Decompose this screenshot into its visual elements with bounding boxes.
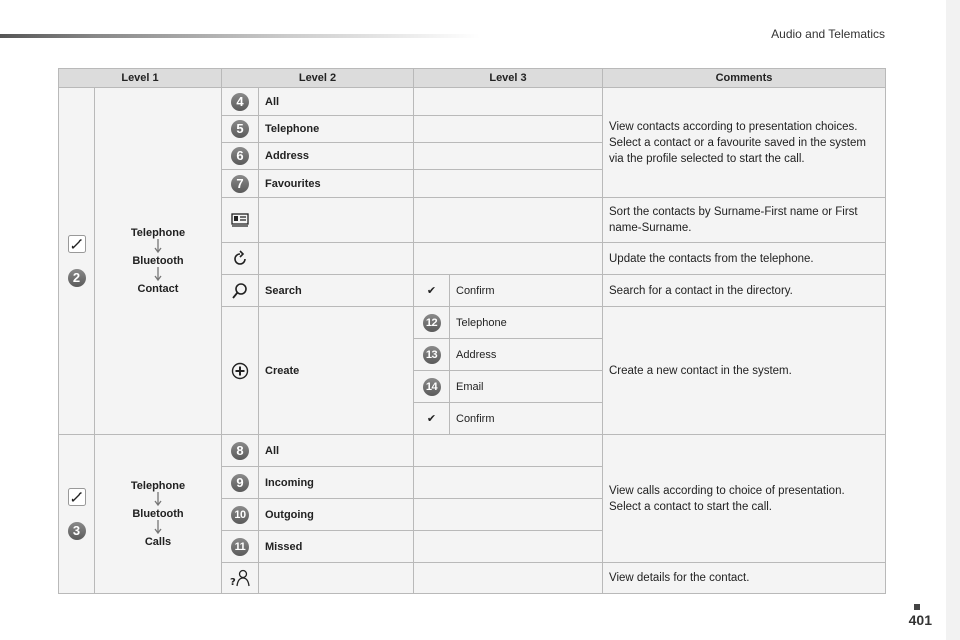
svg-text:?: ? [230, 577, 236, 587]
comment-cell: Create a new contact in the system. [603, 307, 886, 435]
item-badge: 12 [423, 314, 441, 332]
table-header-row [59, 69, 886, 88]
level1-calls-cell [59, 435, 95, 594]
icon-cell [222, 563, 259, 594]
table-row [59, 88, 886, 116]
add-contact-icon [231, 362, 249, 380]
badge-cell [414, 339, 450, 371]
badge-cell [414, 307, 450, 339]
level3-label: Confirm [450, 403, 603, 435]
icon-cell [222, 243, 259, 275]
icon-cell [222, 307, 259, 435]
refresh-icon [231, 250, 249, 268]
chain-item: Telephone [130, 480, 186, 492]
level3-label: All [259, 88, 414, 116]
level3-label: Telephone [450, 307, 603, 339]
checkmark-icon: ✔ [426, 285, 437, 297]
item-badge: 7 [231, 175, 249, 193]
empty-cell [414, 435, 603, 467]
empty-cell [414, 531, 603, 563]
comment-cell: View details for the contact. [603, 563, 886, 594]
empty-cell [414, 499, 603, 531]
chain-item: Telephone [130, 227, 186, 239]
table-row [59, 435, 886, 467]
col-header-level3: Level 3 [414, 69, 603, 88]
chain-item: Bluetooth [132, 508, 184, 520]
badge-cell [414, 371, 450, 403]
checkmark-icon: ✔ [426, 413, 437, 425]
chain-item: Bluetooth [132, 255, 184, 267]
level3-label: Incoming [259, 467, 414, 499]
level3-label: Missed [259, 531, 414, 563]
header-bar [0, 34, 480, 38]
badge-cell [222, 435, 259, 467]
section-title: Audio and Telematics [771, 27, 885, 41]
empty-cell [414, 198, 603, 243]
level1-badge: 3 [68, 522, 86, 540]
empty-cell [414, 116, 603, 143]
item-badge: 8 [231, 442, 249, 460]
reference-table [58, 68, 886, 594]
col-header-comments: Comments [603, 69, 886, 88]
comment-cell: Update the contacts from the telephone. [603, 243, 886, 275]
sort-contacts-icon [231, 213, 249, 227]
comment-cell: View calls according to choice of presentation. Select a contact to start the call. [603, 435, 886, 563]
arrow-down-icon [153, 239, 163, 255]
arrow-down-icon [153, 520, 163, 536]
badge-cell [222, 88, 259, 116]
level3-label: Email [450, 371, 603, 403]
level2-label: Search [259, 275, 414, 307]
empty-cell [414, 143, 603, 170]
empty-cell [414, 88, 603, 116]
page-marker [914, 604, 920, 610]
icon-cell [222, 275, 259, 307]
icon-cell [414, 403, 450, 435]
empty-cell [259, 243, 414, 275]
page-edge [946, 0, 960, 640]
col-header-level2: Level 2 [222, 69, 414, 88]
col-header-level1: Level 1 [59, 69, 222, 88]
icon-cell [414, 275, 450, 307]
arrow-down-icon [153, 492, 163, 508]
level3-label: Address [450, 339, 603, 371]
chain-item: Calls [144, 536, 172, 548]
icon-cell [222, 198, 259, 243]
page-number: 401 [908, 612, 932, 628]
item-badge: 11 [231, 538, 249, 556]
item-badge: 6 [231, 147, 249, 165]
empty-cell [414, 467, 603, 499]
level1-contacts-cell [59, 88, 95, 435]
item-badge: 9 [231, 474, 249, 492]
badge-cell [222, 499, 259, 531]
level3-label: All [259, 435, 414, 467]
level3-label: Favourites [259, 170, 414, 198]
item-badge: 5 [231, 120, 249, 138]
level3-label: Address [259, 143, 414, 170]
item-badge: 13 [423, 346, 441, 364]
phone-handset-icon [68, 488, 86, 506]
empty-cell [259, 563, 414, 594]
comment-cell: Search for a contact in the directory. [603, 275, 886, 307]
phone-handset-icon [68, 235, 86, 253]
comment-cell: View contacts according to presentation choices. Select a contact or a favourite saved in the system via the profile selected to start the call. [603, 88, 886, 198]
chain-item: Contact [137, 283, 179, 295]
comment-cell: Sort the contacts by Surname-First name or First name-Surname. [603, 198, 886, 243]
level3-label: Outgoing [259, 499, 414, 531]
badge-cell [222, 170, 259, 198]
item-badge: 10 [231, 506, 249, 524]
item-badge: 14 [423, 378, 441, 396]
empty-cell [259, 198, 414, 243]
empty-cell [414, 170, 603, 198]
badge-cell [222, 467, 259, 499]
level1-badge: 2 [68, 269, 86, 287]
badge-cell [222, 143, 259, 170]
level3-label: Telephone [259, 116, 414, 143]
level2-contacts-path [95, 88, 222, 435]
level2-label: Create [259, 307, 414, 435]
item-badge: 4 [231, 93, 249, 111]
contact-details-icon [229, 569, 251, 587]
level2-calls-path [95, 435, 222, 594]
search-icon [231, 282, 249, 300]
empty-cell [414, 243, 603, 275]
empty-cell [414, 563, 603, 594]
level3-label: Confirm [450, 275, 603, 307]
badge-cell [222, 531, 259, 563]
arrow-down-icon [153, 267, 163, 283]
badge-cell [222, 116, 259, 143]
